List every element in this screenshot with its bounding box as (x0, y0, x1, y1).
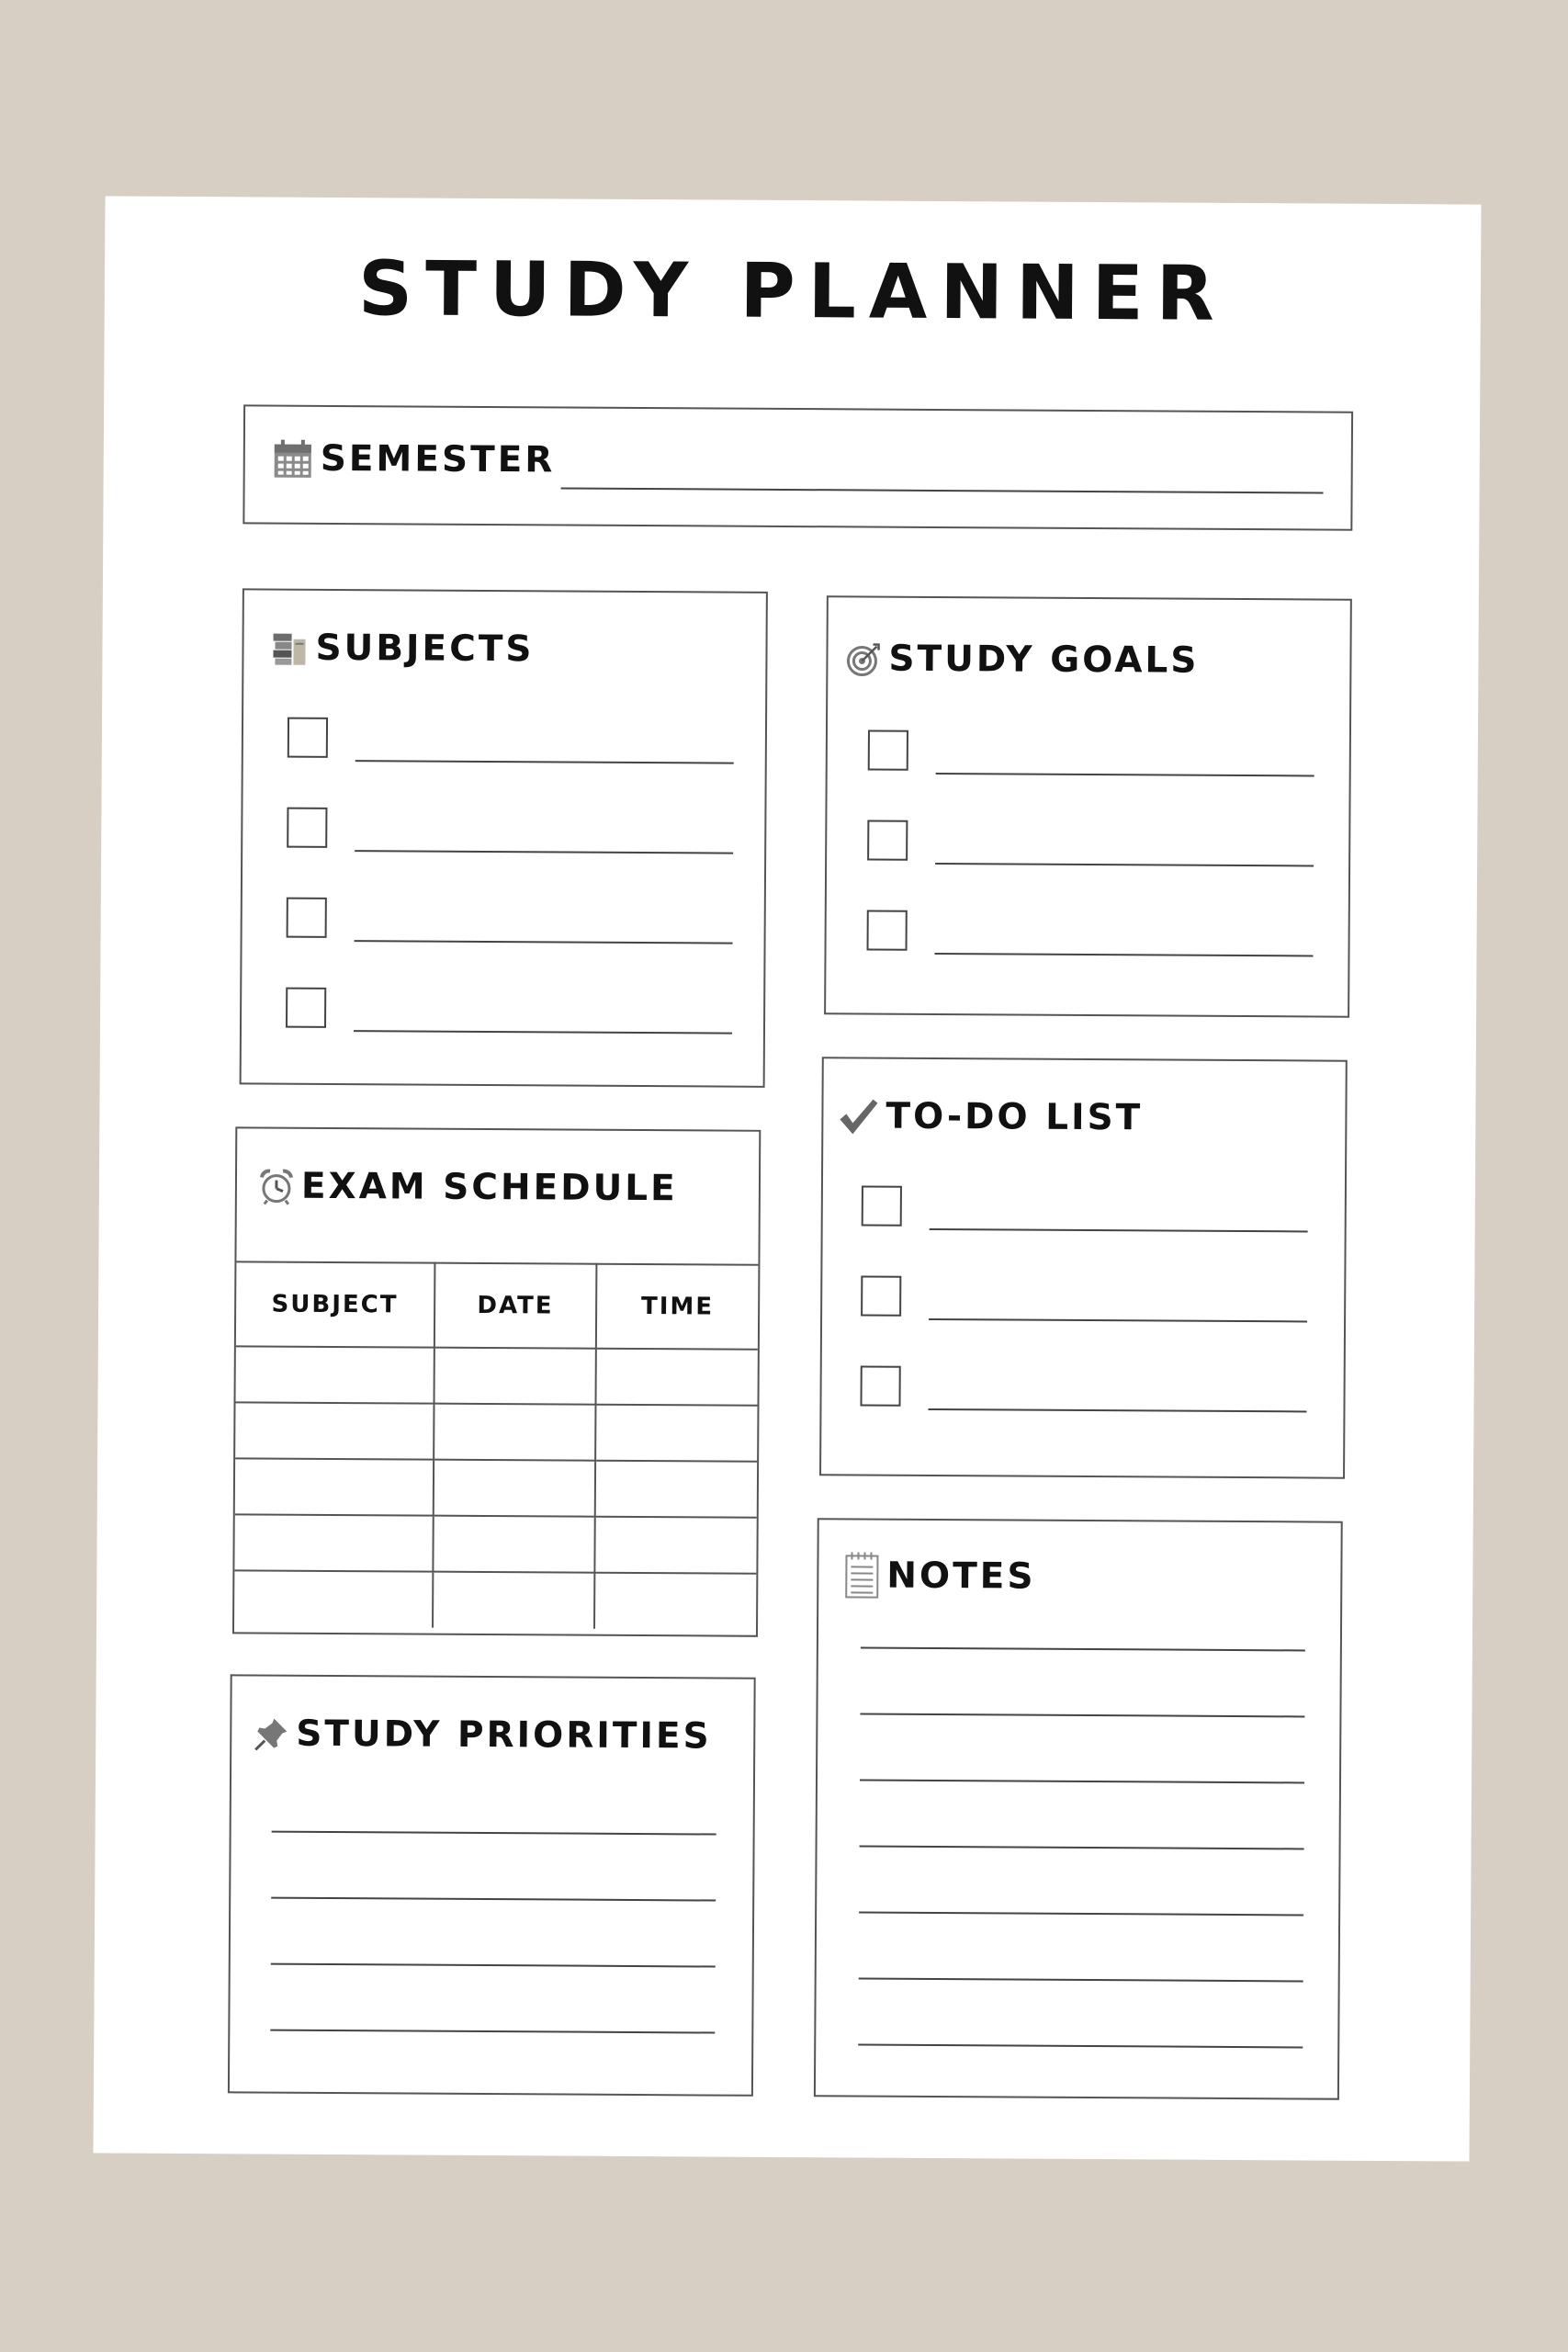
table-cell[interactable] (434, 1348, 595, 1405)
goal-line-3[interactable] (934, 953, 1313, 957)
table-cell[interactable] (595, 1405, 757, 1462)
pushpin-icon (254, 1716, 288, 1751)
table-cell[interactable] (234, 1570, 433, 1627)
study-priorities-heading (254, 1713, 712, 1757)
notes-box (814, 1518, 1343, 2099)
subject-line-3[interactable] (355, 940, 733, 944)
table-cell[interactable] (434, 1404, 595, 1461)
notes-line-1[interactable] (861, 1646, 1305, 1651)
subject-checkbox-2[interactable] (287, 808, 327, 848)
notes-line-6[interactable] (859, 1977, 1303, 1982)
subjects-heading (271, 628, 534, 671)
subject-checkbox-1[interactable] (288, 718, 328, 758)
goal-checkbox-3[interactable] (867, 910, 908, 951)
table-row (235, 1458, 757, 1517)
subject-line-4[interactable] (354, 1030, 732, 1035)
calendar-icon (273, 438, 313, 479)
todo-box (819, 1057, 1348, 1478)
exam-schedule-heading (259, 1165, 678, 1209)
checkmark-icon (838, 1097, 878, 1136)
subject-line-2[interactable] (355, 850, 733, 854)
column-header-date: DATE (434, 1263, 597, 1349)
todo-line-1[interactable] (930, 1228, 1308, 1233)
exam-schedule-box (232, 1126, 761, 1636)
notes-line-7[interactable] (858, 2043, 1303, 2048)
table-cell[interactable] (594, 1573, 756, 1630)
semester-heading (273, 438, 556, 481)
subject-checkbox-4[interactable] (286, 988, 326, 1028)
table-cell[interactable] (235, 1402, 434, 1459)
goal-line-2[interactable] (935, 863, 1314, 867)
semester-field-line[interactable] (561, 487, 1324, 493)
study-goals-heading (846, 638, 1199, 681)
notes-line-4[interactable] (860, 1845, 1304, 1849)
todo-line-2[interactable] (929, 1318, 1307, 1323)
table-cell[interactable] (234, 1514, 433, 1571)
books-icon (271, 629, 308, 666)
notes-heading (844, 1551, 1035, 1600)
notepad-icon (844, 1551, 879, 1599)
page-title: STUDY PLANNER (357, 245, 1228, 338)
semester-label: SEMESTER (320, 437, 556, 481)
table-cell[interactable] (595, 1349, 757, 1406)
table-cell[interactable] (235, 1458, 434, 1515)
todo-heading (838, 1095, 1143, 1138)
study-goals-label: STUDY GOALS (888, 638, 1200, 682)
table-row (236, 1346, 758, 1405)
table-cell[interactable] (434, 1460, 595, 1517)
goal-checkbox-1[interactable] (868, 730, 908, 771)
priority-line-2[interactable] (271, 1897, 716, 1902)
table-row (234, 1570, 756, 1629)
table-cell[interactable] (433, 1516, 594, 1573)
notes-line-5[interactable] (859, 1911, 1303, 1916)
notes-line-2[interactable] (860, 1713, 1304, 1717)
goal-line-1[interactable] (936, 773, 1314, 777)
subjects-box (240, 588, 768, 1087)
exam-table-header (236, 1261, 759, 1349)
todo-checkbox-1[interactable] (862, 1185, 902, 1226)
notes-label: NOTES (886, 1555, 1036, 1598)
table-cell[interactable] (594, 1517, 756, 1574)
todo-checkbox-3[interactable] (860, 1365, 900, 1406)
semester-box (243, 404, 1353, 530)
todo-line-3[interactable] (928, 1408, 1306, 1413)
todo-label: TO-DO LIST (886, 1095, 1144, 1139)
table-cell[interactable] (433, 1572, 594, 1629)
priority-line-4[interactable] (270, 2030, 715, 2034)
notes-line-3[interactable] (860, 1779, 1304, 1783)
todo-checkbox-2[interactable] (861, 1275, 901, 1316)
column-header-time: TIME (596, 1264, 759, 1350)
priority-line-3[interactable] (271, 1963, 716, 1968)
planner-sheet (94, 196, 1482, 2161)
exam-table (234, 1261, 758, 1629)
table-row (235, 1402, 757, 1461)
alarm-clock-icon (259, 1168, 294, 1204)
study-goals-box (824, 595, 1352, 1017)
goal-checkbox-2[interactable] (867, 820, 908, 861)
subject-line-1[interactable] (355, 760, 734, 764)
table-cell[interactable] (595, 1461, 757, 1518)
study-priorities-box (228, 1674, 756, 2096)
study-priorities-label: STUDY PRIORITIES (296, 1713, 712, 1758)
exam-schedule-label: EXAM SCHEDULE (300, 1165, 678, 1210)
target-icon (846, 641, 881, 676)
subjects-label: SUBJECTS (315, 627, 535, 671)
priority-line-1[interactable] (272, 1831, 716, 1836)
subject-checkbox-3[interactable] (287, 898, 327, 938)
table-row (234, 1514, 756, 1573)
table-cell[interactable] (236, 1346, 434, 1403)
column-header-subject: SUBJECT (236, 1261, 434, 1347)
